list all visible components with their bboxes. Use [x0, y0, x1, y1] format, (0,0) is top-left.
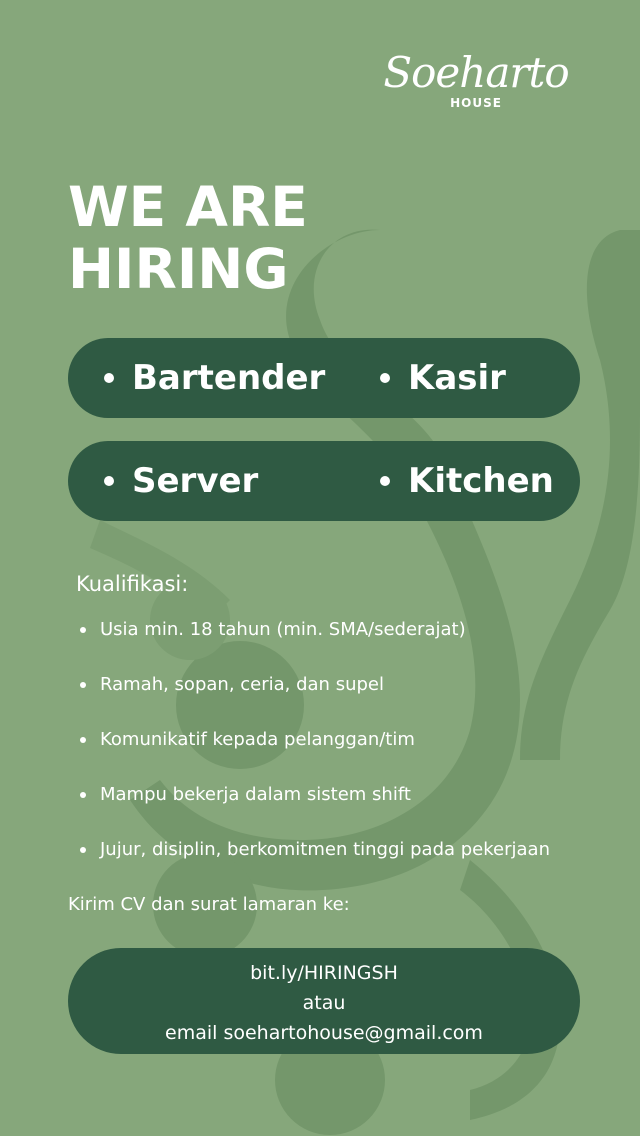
qualification-text: Ramah, sopan, ceria, dan supel: [100, 674, 384, 695]
qualifications-title: Kualifikasi:: [76, 572, 189, 596]
bullet-icon: [80, 627, 86, 633]
bullet-icon: [80, 792, 86, 798]
contact-box: [68, 948, 580, 1054]
qualification-item: [80, 836, 620, 891]
position-item: [380, 338, 506, 418]
bullet-icon: [80, 847, 86, 853]
position-label: Server: [132, 461, 259, 501]
positions-row-1: [68, 338, 580, 418]
brand-logo: [376, 48, 576, 110]
bullet-icon: [80, 682, 86, 688]
bullet-icon: [380, 476, 390, 486]
position-item: [104, 441, 258, 521]
logo-script-text: Soeharto: [383, 48, 569, 97]
qualification-text: Usia min. 18 tahun (min. SMA/sederajat): [100, 619, 466, 640]
headline: [68, 176, 328, 300]
bullet-icon: [104, 373, 114, 383]
position-item: [104, 338, 325, 418]
position-label: Kasir: [408, 358, 506, 398]
position-item: [380, 441, 554, 521]
qualification-item: [80, 616, 620, 671]
positions-row-2: [68, 441, 580, 521]
logo-sub-text: HOUSE: [450, 96, 502, 110]
qualification-text: Mampu bekerja dalam sistem shift: [100, 784, 411, 805]
apply-link[interactable]: bit.ly/HIRINGSH: [250, 962, 398, 984]
contact-or-text: atau: [302, 992, 346, 1014]
bullet-icon: [80, 737, 86, 743]
position-label: Bartender: [132, 358, 326, 398]
headline-line-2: HIRING: [68, 237, 289, 301]
qualification-text: Jujur, disiplin, berkomitmen tinggi pada pekerjaan: [100, 839, 550, 860]
send-instructions: Kirim CV dan surat lamaran ke:: [68, 894, 350, 915]
position-label: Kitchen: [408, 461, 554, 501]
qualification-item: [80, 781, 620, 836]
bullet-icon: [104, 476, 114, 486]
bullet-icon: [380, 373, 390, 383]
qualification-text: Komunikatif kepada pelanggan/tim: [100, 729, 415, 750]
qualifications-list: [80, 616, 620, 891]
headline-line-1: WE ARE: [68, 175, 308, 239]
contact-email[interactable]: email soehartohouse@gmail.com: [165, 1022, 483, 1044]
qualification-item: [80, 726, 620, 781]
qualification-item: [80, 671, 620, 726]
